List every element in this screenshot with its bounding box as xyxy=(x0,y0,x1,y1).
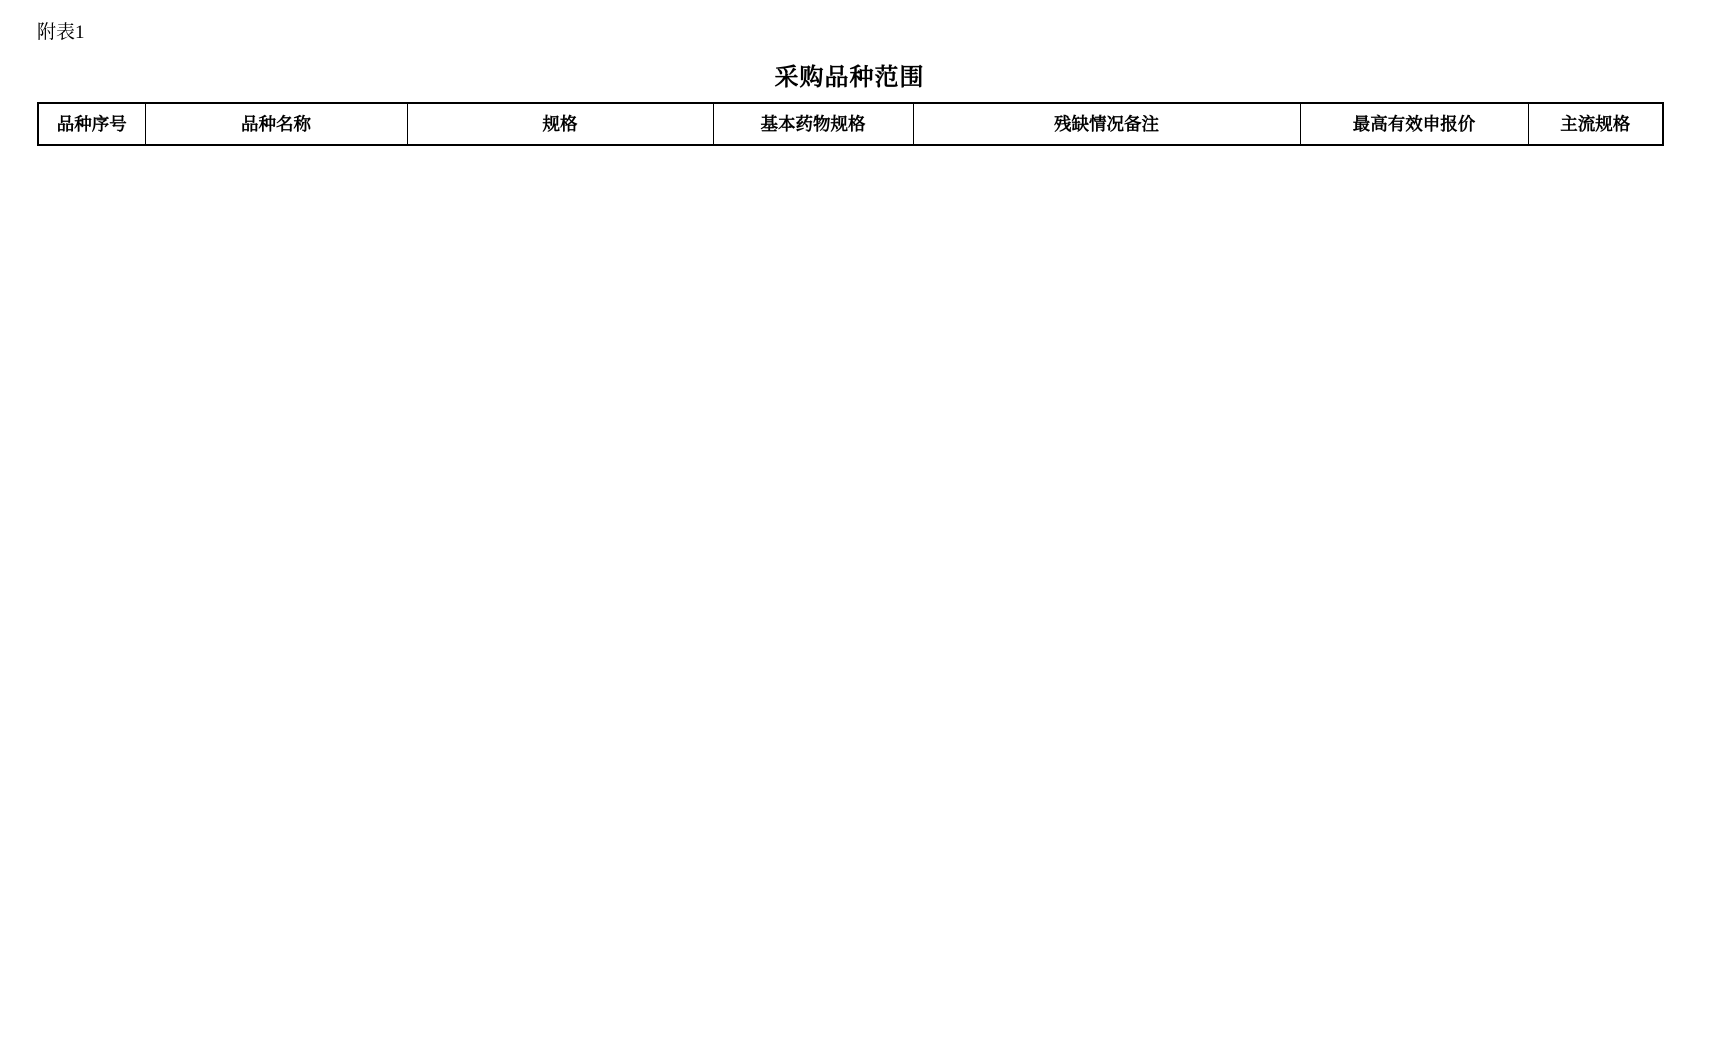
header-spec: 规格 xyxy=(407,103,713,145)
header-variety-no: 品种序号 xyxy=(38,103,145,145)
header-variety-name: 品种名称 xyxy=(145,103,407,145)
header-mainstream: 主流规格 xyxy=(1528,103,1663,145)
header-max-price: 最高有效申报价 xyxy=(1300,103,1528,145)
table-header-row xyxy=(38,103,1663,145)
attachment-label: 附表1 xyxy=(37,22,85,43)
header-basic-drug: 基本药物规格 xyxy=(713,103,913,145)
procurement-table xyxy=(37,102,1664,146)
document-page xyxy=(0,0,1730,146)
page-title: 采购品种范围 xyxy=(774,64,925,91)
header-remark: 残缺情况备注 xyxy=(913,103,1300,145)
